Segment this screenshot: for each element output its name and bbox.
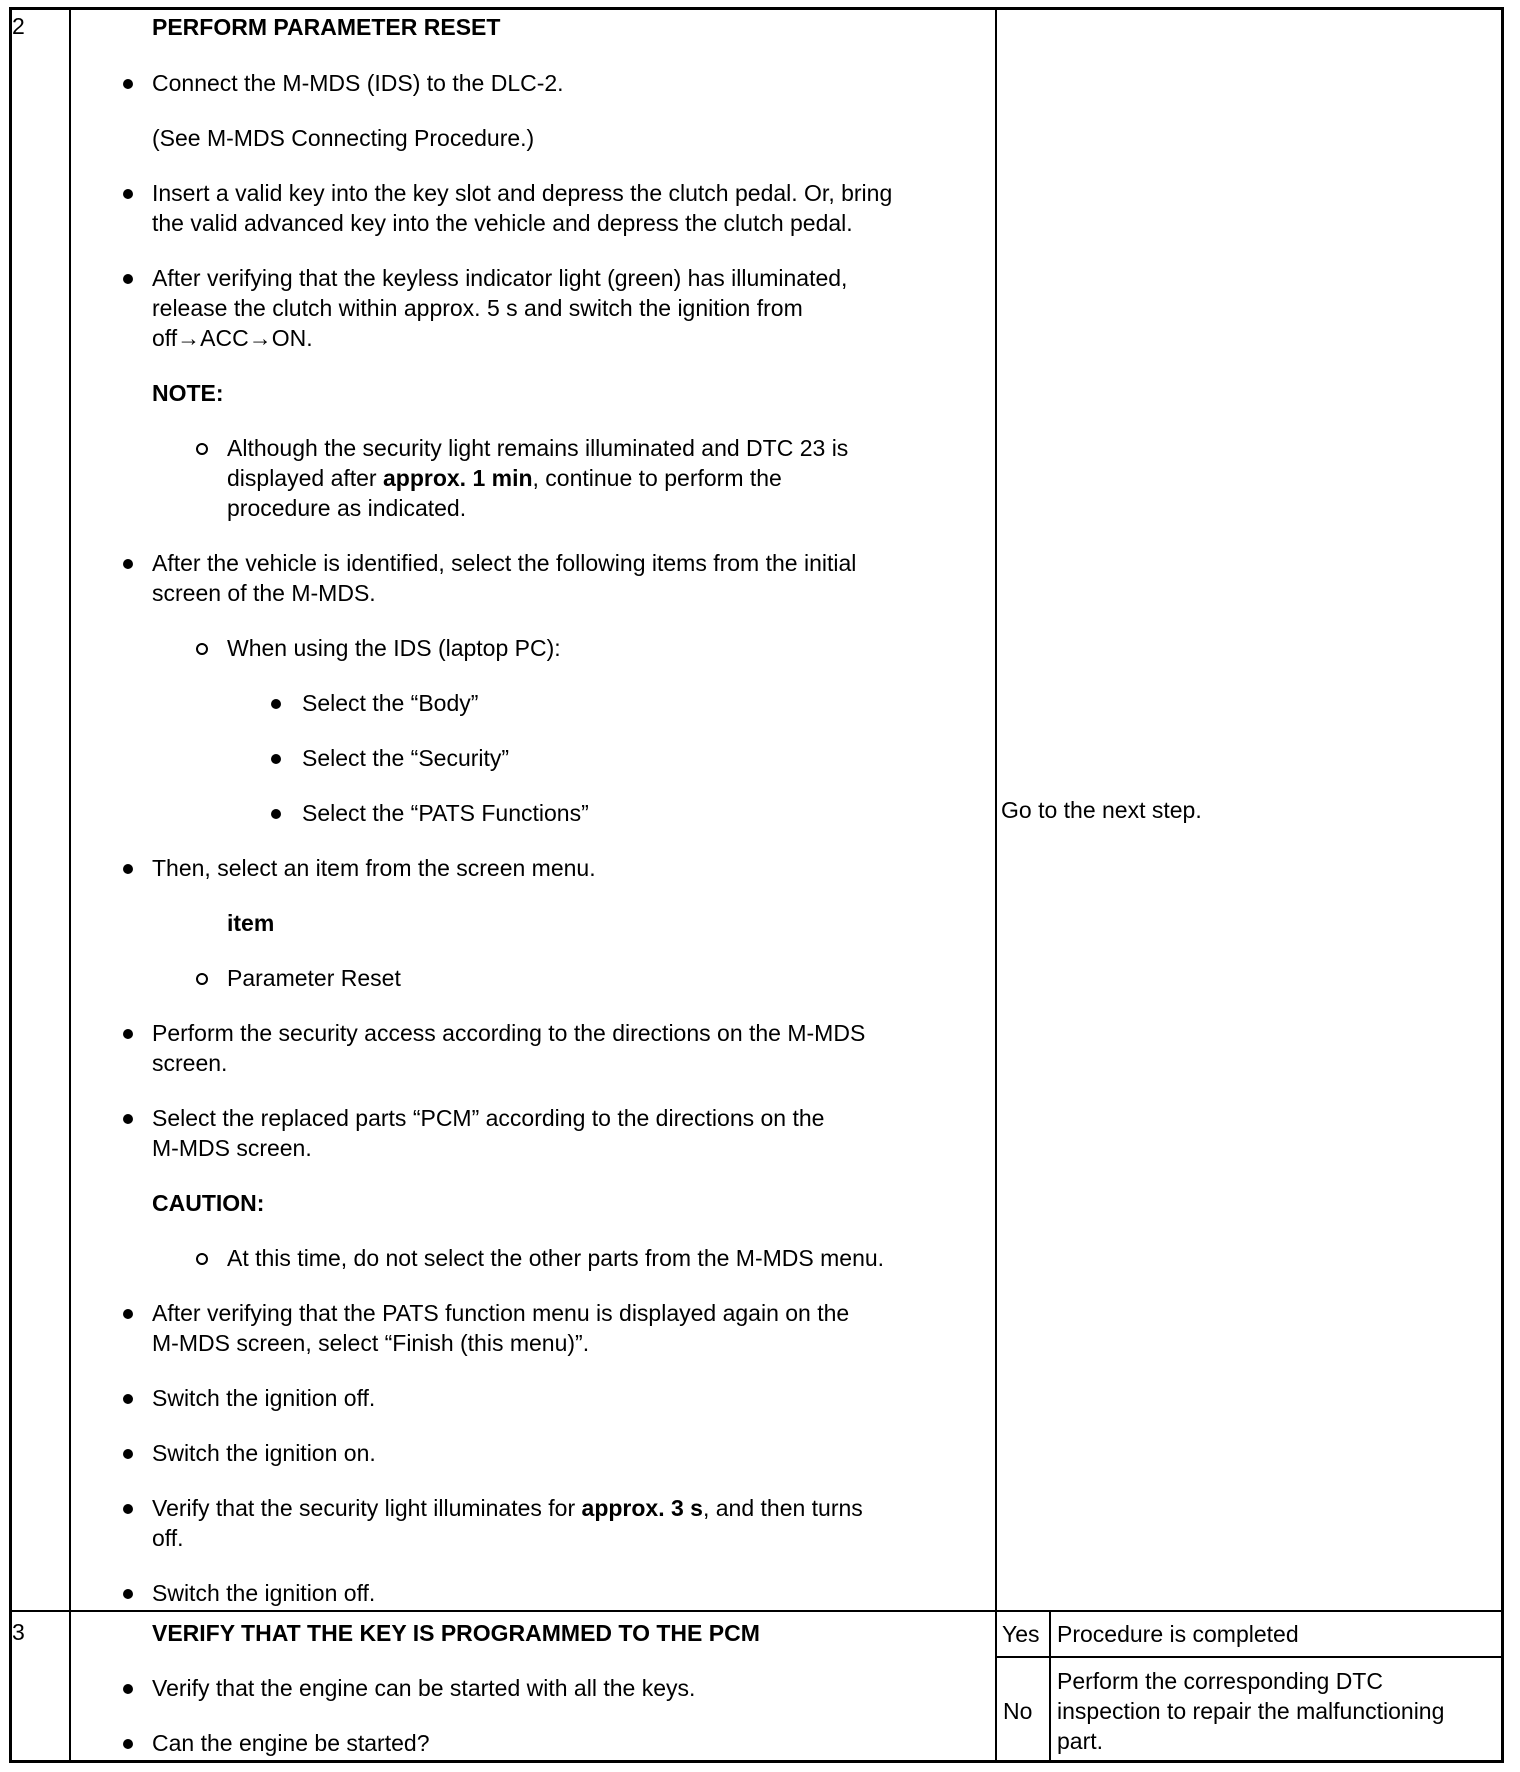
sub-bullet-icon	[196, 443, 208, 455]
step-text: (See M-MDS Connecting Procedure.)	[152, 125, 535, 151]
sub-bullet-icon	[196, 973, 208, 985]
step-text: off→ACC→ON.	[152, 325, 313, 351]
caution-text: At this time, do not select the other parts from the M-MDS menu.	[227, 1245, 885, 1271]
bullet-icon	[123, 189, 133, 199]
bullet-icon	[123, 1114, 133, 1124]
step-text: Switch the ignition off.	[152, 1580, 376, 1606]
yes-label: Yes	[1002, 1621, 1040, 1647]
note-label: NOTE:	[152, 380, 224, 406]
menu-selection: Select the “Body”	[302, 690, 479, 716]
step-text: Select the replaced parts “PCM” according to the directions on the	[152, 1105, 825, 1131]
bullet-icon	[123, 79, 133, 89]
column-divider-result	[995, 8, 997, 1762]
step-text: Verify that the security light illuminates for approx. 3 s, and then turns	[152, 1495, 863, 1521]
note-emphasis: approx. 1 min	[382, 465, 533, 491]
sub-bullet-icon	[196, 1253, 208, 1265]
step-text: After verifying that the keyless indicator light (green) has illuminated,	[152, 265, 848, 291]
row-divider-yes-no	[996, 1656, 1503, 1658]
step-text: After the vehicle is identified, select the following items from the initial	[152, 550, 857, 576]
step-result: Go to the next step.	[1001, 797, 1202, 823]
step-text: M-MDS screen, select “Finish (this menu)”.	[152, 1330, 590, 1356]
no-action: part.	[1057, 1728, 1104, 1754]
light-emphasis: approx. 3 s	[581, 1495, 703, 1521]
bullet-icon	[123, 274, 133, 284]
bullet-icon	[271, 809, 281, 819]
bullet-icon	[123, 559, 133, 569]
step-text: Verify that the engine can be started with all the keys.	[152, 1675, 696, 1701]
step-text: Then, select an item from the screen menu.	[152, 855, 596, 881]
yes-action: Procedure is completed	[1057, 1621, 1299, 1647]
note-text: displayed after approx. 1 min, continue to perform the	[227, 465, 782, 491]
bullet-icon	[123, 1394, 133, 1404]
caution-label: CAUTION:	[152, 1190, 265, 1216]
no-action: Perform the corresponding DTC	[1057, 1668, 1383, 1694]
step-question: Can the engine be started?	[152, 1730, 430, 1756]
bullet-icon	[123, 1684, 133, 1694]
step-number: 2	[12, 13, 25, 39]
step-text: screen.	[152, 1050, 228, 1076]
menu-selection: Select the “Security”	[302, 745, 510, 771]
bullet-icon	[123, 1589, 133, 1599]
step-text: Switch the ignition off.	[152, 1385, 376, 1411]
bullet-icon	[123, 1504, 133, 1514]
step-text: M-MDS screen.	[152, 1135, 312, 1161]
step-title: VERIFY THAT THE KEY IS PROGRAMMED TO THE PCM	[152, 1620, 760, 1646]
step-text: off.	[152, 1525, 184, 1551]
step-text: release the clutch within approx. 5 s and switch the ignition from	[152, 295, 803, 321]
step-text: Parameter Reset	[227, 965, 401, 991]
step-number: 3	[12, 1619, 25, 1645]
note-text: Although the security light remains illuminated and DTC 23 is	[227, 435, 849, 461]
item-label: item	[227, 910, 275, 936]
step-text: After verifying that the PATS function menu is displayed again on the	[152, 1300, 850, 1326]
step-text: Connect the M-MDS (IDS) to the DLC-2.	[152, 70, 564, 96]
menu-selection: Select the “PATS Functions”	[302, 800, 589, 826]
row-divider-step3	[10, 1610, 1503, 1612]
step-text: Switch the ignition on.	[152, 1440, 376, 1466]
column-divider-yesno	[1049, 1611, 1051, 1762]
sub-bullet-icon	[196, 643, 208, 655]
step-text: Perform the security access according to the directions on the M-MDS	[152, 1020, 866, 1046]
bullet-icon	[271, 754, 281, 764]
bullet-icon	[271, 699, 281, 709]
step-text: screen of the M-MDS.	[152, 580, 376, 606]
bullet-icon	[123, 1449, 133, 1459]
bullet-icon	[123, 1739, 133, 1749]
step-text: Insert a valid key into the key slot and depress the clutch pedal. Or, bring	[152, 180, 893, 206]
bullet-icon	[123, 864, 133, 874]
step-title: PERFORM PARAMETER RESET	[152, 14, 501, 40]
step-text: When using the IDS (laptop PC):	[227, 635, 561, 661]
bullet-icon	[123, 1029, 133, 1039]
column-divider-step	[69, 8, 71, 1762]
note-text: procedure as indicated.	[227, 495, 467, 521]
step-text: the valid advanced key into the vehicle and depress the clutch pedal.	[152, 210, 853, 236]
no-label: No	[1003, 1698, 1033, 1724]
no-action: inspection to repair the malfunctioning	[1057, 1698, 1445, 1724]
bullet-icon	[123, 1309, 133, 1319]
